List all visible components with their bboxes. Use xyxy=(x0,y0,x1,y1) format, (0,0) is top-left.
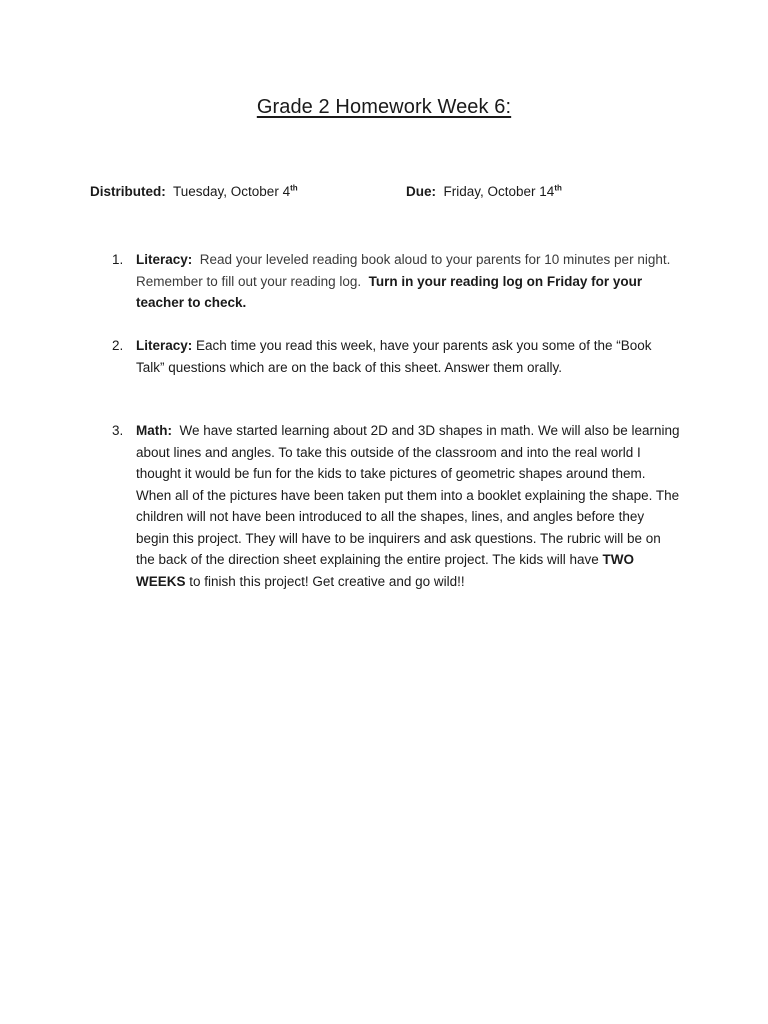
due-value xyxy=(444,184,562,199)
due-date-text: Friday, October 14 xyxy=(443,184,555,199)
distributed-date-text: Tuesday, October 4 xyxy=(173,184,291,199)
item-bold-text: Turn in your reading log on Friday for your teacher to check. xyxy=(136,273,643,310)
due-date-suffix: th xyxy=(554,183,562,193)
list-item xyxy=(100,335,680,378)
distributed-date-suffix: th xyxy=(290,183,298,193)
item-text: Each time you read this week, have your parents ask you some of the “Book Talk” questions which are on the back of this sheet. Answer them orally. xyxy=(136,338,652,375)
distributed-label: Distributed: xyxy=(90,184,166,199)
list-item xyxy=(100,249,680,314)
item-text: Read your leveled reading book aloud to your parents for 10 minutes per night. Remember to fill out your reading log. xyxy=(136,252,671,289)
distributed-value xyxy=(173,184,298,199)
item-number: 1. xyxy=(112,252,124,267)
page-title: Grade 2 Homework Week 6: xyxy=(256,96,512,118)
distributed-date xyxy=(90,184,298,199)
item-label: Literacy: xyxy=(136,252,193,267)
item-text: We have started learning about 2D and 3D shapes in math. We will also be learning about lines and angles. To take this outside of the classroom and into the real world I thought it would be fun for the kids to take pictures of geometric shapes around them. When all of the pictures have been taken put them into a booklet explaining the shape. The children will not have been introduced to all the shapes, lines, and angles before they begin this project. They will have to be inquirers and ask questions. The rubric will be on the back of the direction sheet explaining the entire project. The kids will have xyxy=(136,423,680,567)
item-body xyxy=(136,335,680,378)
item-body xyxy=(136,420,680,592)
item-body xyxy=(136,249,680,314)
item-label: Math: xyxy=(136,423,172,438)
item-number: 3. xyxy=(112,423,124,438)
due-date xyxy=(406,184,562,199)
due-label: Due: xyxy=(406,184,436,199)
item-label: Literacy: xyxy=(136,338,193,353)
item-text-after: to finish this project! Get creative and go wild!! xyxy=(189,573,465,589)
item-bold-text: TWO WEEKS xyxy=(136,552,635,589)
list-item xyxy=(100,420,680,592)
item-number: 2. xyxy=(112,338,124,353)
